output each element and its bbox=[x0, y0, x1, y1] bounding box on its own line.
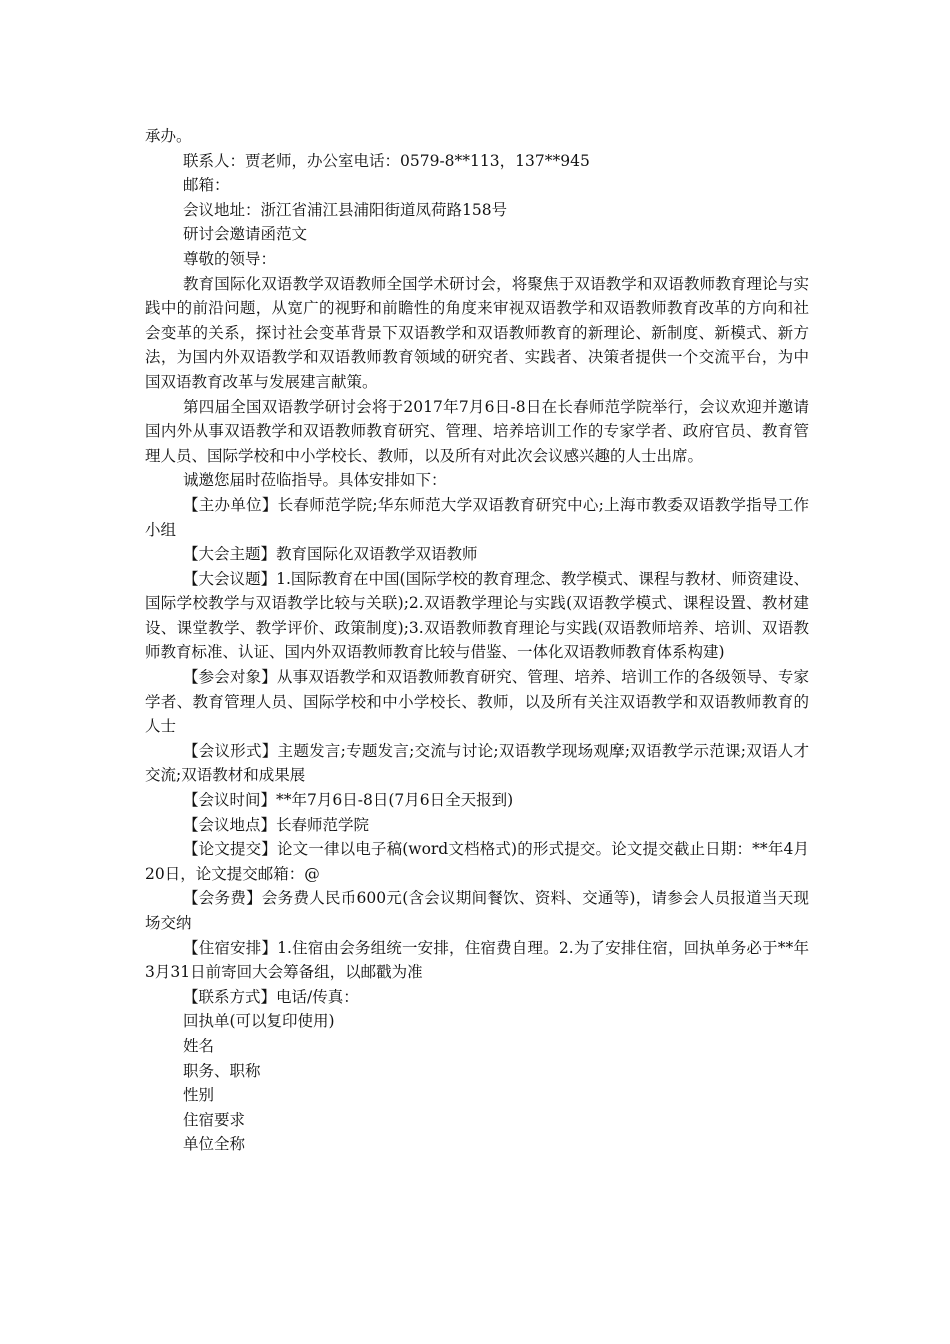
document-paragraph: 职务、职称 bbox=[183, 1061, 261, 1080]
document-paragraph: 【大会议题】1.国际教育在中国(国际学校的教育理念、教学模式、课程与教材、师资建设、国际学校教学与双语教学比较与关联);2.双语教学理论与实践(双语教学模式、课程设置、教材建设、课堂教学、教学评价、政策制度);3.双语教师教育理论与实践(双语教师培养、培训、双语教师教育标准、认证、国内外双语教师教育比较与借鉴、一体化双语教师教育体系构建) bbox=[145, 569, 809, 662]
document-paragraph: 诚邀您届时莅临指导。具体安排如下： bbox=[183, 471, 447, 490]
document-paragraph: 住宿要求 bbox=[183, 1110, 246, 1129]
document-paragraph: 【会议时间】**年7月6日-8日(7月6日全天报到) bbox=[183, 791, 514, 810]
document-paragraph: 【主办单位】长春师范学院;华东师范大学双语教育研究中心;上海市教委双语教学指导工作小组 bbox=[145, 495, 809, 539]
document-paragraph: 尊敬的领导： bbox=[183, 249, 277, 268]
document-paragraph: 承办。 bbox=[145, 127, 192, 145]
document-paragraph: 单位全称 bbox=[183, 1135, 246, 1154]
document-paragraph: 【会议形式】主题发言;专题发言;交流与讨论;双语教学现场观摩;双语教学示范课;双语人才交流;双语教材和成果展 bbox=[145, 741, 809, 785]
document-paragraph: 联系人：贾老师，办公室电话：0579-8**113，137**945 bbox=[183, 151, 590, 170]
document-paragraph: 第四届全国双语教学研讨会将于2017年7月6日-8日在长春师范学院举行，会议欢迎并邀请国内外从事双语教学和双语教师教育研究、管理、培养培训工作的专家学者、政府官员、教育管理人员、国际学校和中小学校长、教师，以及所有对此次会议感兴趣的人士出席。 bbox=[145, 397, 809, 465]
document-paragraph: 【论文提交】论文一律以电子稿(word文档格式)的形式提交。论文提交截止日期：**年4月20日，论文提交邮箱：@ bbox=[145, 840, 809, 883]
document-paragraph: 回执单(可以复印使用) bbox=[183, 1012, 335, 1031]
document-paragraph: 姓名 bbox=[183, 1036, 215, 1055]
document-paragraph: 教育国际化双语教学双语教师全国学术研讨会，将聚焦于双语教学和双语教师教育理论与实践中的前沿问题，从宽广的视野和前瞻性的角度来审视双语教学和双语教师教育改革的方向和社会变革的关系，探讨社会变革背景下双语教学和双语教师教育的新理论、新制度、新模式、新方法，为国内外双语教学和双语教师教育领域的研究者、实践者、决策者提供一个交流平台，为中国双语教育改革与发展建言献策。 bbox=[145, 274, 809, 391]
document-paragraph: 【住宿安排】1.住宿由会务组统一安排，住宿费自理。2.为了安排住宿，回执单务必于**年3月31日前寄回大会筹备组，以邮戳为准 bbox=[145, 938, 809, 982]
document-paragraph: 【大会主题】教育国际化双语教学双语教师 bbox=[183, 545, 478, 564]
document-paragraph: 性别 bbox=[183, 1086, 215, 1105]
document-body bbox=[145, 124, 809, 1157]
document-paragraph: 【联系方式】电话/传真： bbox=[183, 987, 359, 1006]
document-paragraph: 【参会对象】从事双语教学和双语教师教育研究、管理、培养、培训工作的各级领导、专家学者、教育管理人员、国际学校和中小学校长、教师，以及所有关注双语教学和双语教师教育的人士 bbox=[145, 668, 809, 736]
document-paragraph: 【会议地点】长春师范学院 bbox=[183, 815, 370, 834]
document-paragraph: 【会务费】会务费人民币600元(含会议期间餐饮、资料、交通等)，请参会人员报道当天现场交纳 bbox=[145, 889, 809, 932]
document-paragraph: 研讨会邀请函范文 bbox=[183, 225, 308, 244]
document-paragraph: 会议地址：浙江省浦江县浦阳街道凤荷路158号 bbox=[183, 200, 508, 219]
document-paragraph: 邮箱： bbox=[183, 176, 230, 195]
